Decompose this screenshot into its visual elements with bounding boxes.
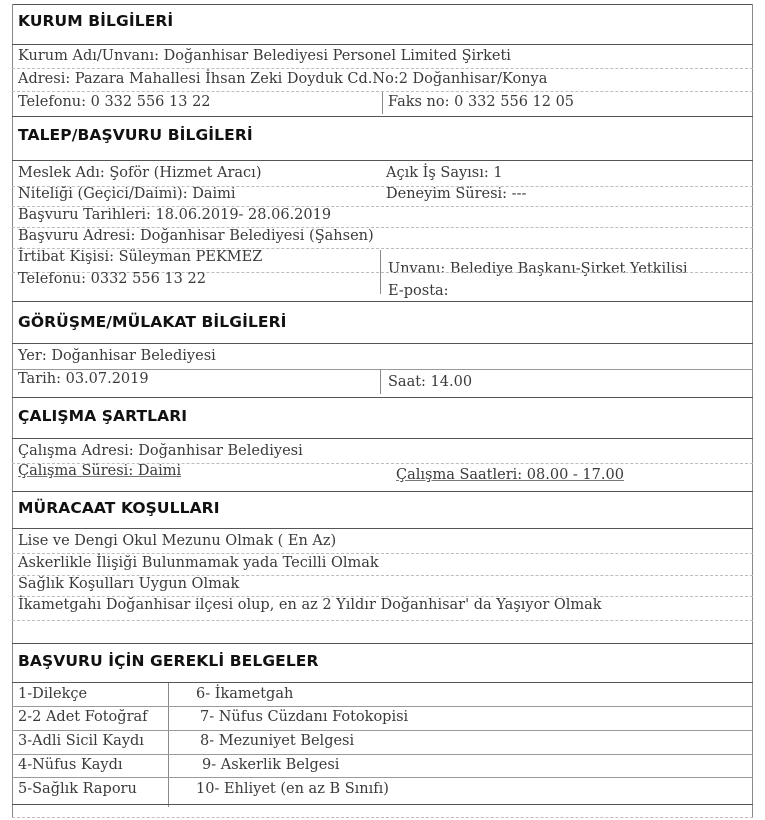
gorusme-saat: Saat: 14.00 — [388, 374, 473, 390]
row-line — [12, 369, 753, 370]
talep-irtibat: İrtibat Kişisi: Süleyman PEKMEZ — [18, 249, 263, 265]
calisma-sure: Çalışma Süresi: Daimi — [18, 463, 182, 479]
belge-item: 6- İkametgah — [196, 686, 294, 702]
row-line — [12, 706, 753, 707]
kurum-adres: Adresi: Pazara Mahallesi İhsan Zeki Doyduk Cd.No:2 Doğanhisar/Konya — [18, 71, 548, 87]
column-divider — [382, 92, 383, 114]
belge-item: 3-Adli Sicil Kaydı — [18, 733, 144, 749]
section-divider — [12, 343, 753, 344]
gorusme-tarih: Tarih: 03.07.2019 — [18, 371, 149, 387]
talep-eposta: E-posta: — [388, 283, 449, 299]
row-line — [12, 754, 753, 755]
column-divider — [380, 370, 381, 394]
talep-telefon: Telefonu: 0332 556 13 22 — [18, 271, 206, 287]
column-divider — [168, 683, 169, 807]
row-line — [12, 777, 753, 778]
section-divider — [12, 301, 753, 302]
section-heading-belgeler: BAŞVURU İÇİN GEREKLİ BELGELER — [18, 652, 319, 670]
frame-top-border — [12, 4, 753, 5]
kurum-adi: Kurum Adı/Unvanı: Doğanhisar Belediyesi Personel Limited Şirketi — [18, 48, 511, 64]
bottom-edge — [12, 817, 753, 818]
section-divider — [12, 397, 753, 398]
belge-item: 2-2 Adet Fotoğraf — [18, 709, 148, 725]
section-divider — [12, 116, 753, 117]
section-heading-calisma: ÇALIŞMA ŞARTLARI — [18, 407, 188, 425]
section-divider — [12, 643, 753, 644]
row-line — [12, 730, 753, 731]
row-line — [12, 553, 753, 554]
belge-item: 7- Nüfus Cüzdanı Fotokopisi — [200, 709, 409, 725]
section-divider — [12, 44, 753, 45]
belge-item: 9- Askerlik Belgesi — [202, 757, 340, 773]
talep-niteligi: Niteliği (Geçici/Daimi): Daimi — [18, 186, 236, 202]
kurum-telefon: Telefonu: 0 332 556 13 22 — [18, 94, 211, 110]
belge-item: 8- Mezuniyet Belgesi — [200, 733, 355, 749]
talep-unvani: Unvanı: Belediye Başkanı-Şirket Yetkilisi — [388, 261, 688, 277]
belge-item: 5-Sağlık Raporu — [18, 781, 137, 797]
section-divider — [12, 804, 753, 805]
frame-left-border — [12, 4, 13, 818]
calisma-saatler: Çalışma Saatleri: 08.00 - 17.00 — [396, 467, 624, 483]
section-heading-kurum: KURUM BİLGİLERİ — [18, 12, 174, 30]
belge-item: 1-Dilekçe — [18, 686, 88, 702]
kurum-faks: Faks no: 0 332 556 12 05 — [388, 94, 575, 110]
section-heading-talep: TALEP/BAŞVURU BİLGİLERİ — [18, 126, 253, 144]
section-divider — [12, 438, 753, 439]
row-line — [12, 68, 753, 69]
muracaat-item: İkametgahı Doğanhisar ilçesi olup, en az 2 Yıldır Doğanhisar' da Yaşıyor Olmak — [18, 597, 602, 613]
frame-right-border — [752, 4, 753, 818]
section-divider — [12, 528, 753, 529]
belge-item: 10- Ehliyet (en az B Sınıfı) — [196, 781, 389, 797]
section-heading-muracaat: MÜRACAAT KOŞULLARI — [18, 499, 220, 517]
section-divider — [12, 682, 753, 683]
talep-meslek: Meslek Adı: Şoför (Hizmet Aracı) — [18, 165, 262, 181]
talep-adres: Başvuru Adresi: Doğanhisar Belediyesi (Şahsen) — [18, 228, 374, 244]
section-divider — [12, 160, 753, 161]
section-divider — [12, 491, 753, 492]
muracaat-item: Askerlikle İlişiği Bulunmamak yada Tecilli Olmak — [18, 555, 379, 571]
talep-acik-is: Açık İş Sayısı: 1 — [386, 165, 503, 181]
talep-deneyim: Deneyim Süresi: --- — [386, 186, 527, 202]
calisma-adres: Çalışma Adresi: Doğanhisar Belediyesi — [18, 443, 303, 459]
belge-item: 4-Nüfus Kaydı — [18, 757, 123, 773]
row-line — [12, 620, 753, 621]
muracaat-item: Sağlık Koşulları Uygun Olmak — [18, 576, 240, 592]
muracaat-item: Lise ve Dengi Okul Mezunu Olmak ( En Az) — [18, 533, 337, 549]
gorusme-yer: Yer: Doğanhisar Belediyesi — [18, 348, 216, 364]
talep-tarihler: Başvuru Tarihleri: 18.06.2019- 28.06.2019 — [18, 207, 332, 223]
section-heading-gorusme: GÖRÜŞME/MÜLAKAT BİLGİLERİ — [18, 313, 287, 331]
